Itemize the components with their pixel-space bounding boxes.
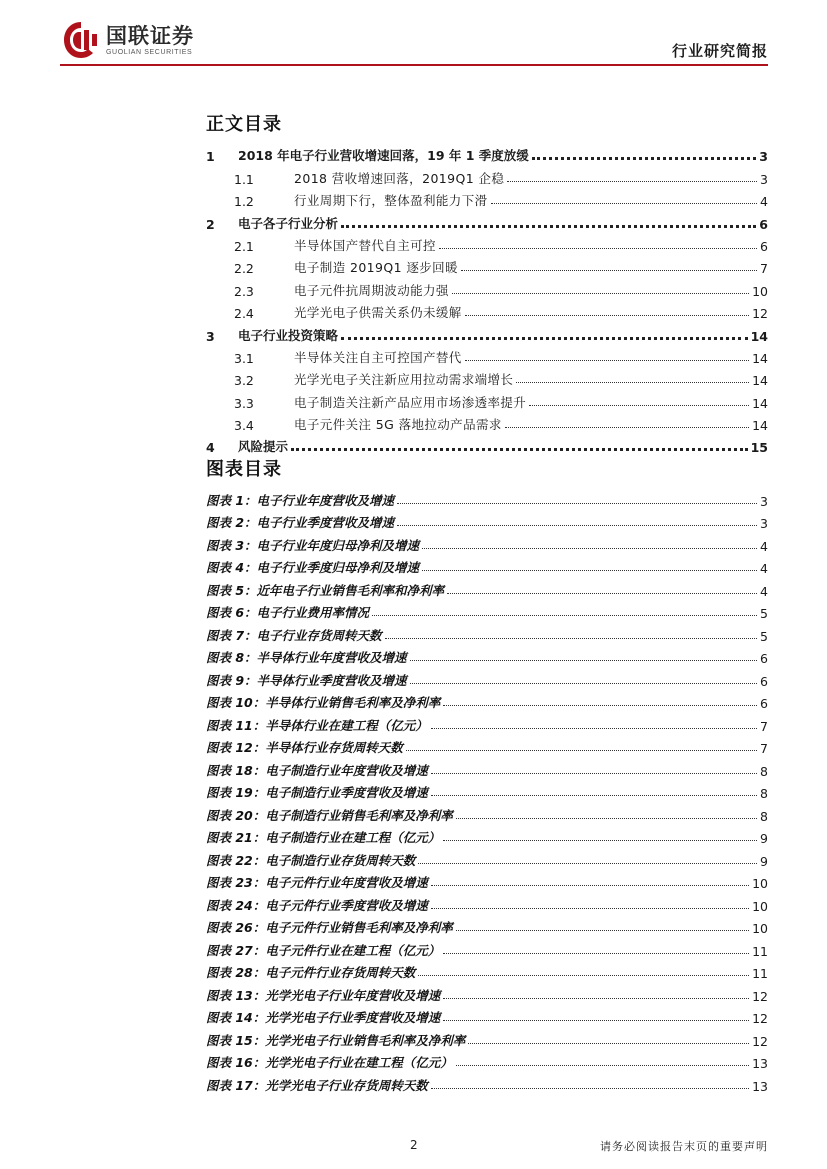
report-type-label: 行业研究简报 [671,42,768,60]
figure-entry-label: 图表 20：电子制造行业销售毛利率及净利率 [206,807,453,823]
figure-entry[interactable] [206,779,768,802]
toc-entry-label: 光学光电子关注新应用拉动需求端增长 [294,372,514,388]
figure-entry[interactable] [206,666,768,689]
figure-entry-page: 6 [760,696,768,711]
dot-leader [397,503,757,504]
figure-entry-page: 5 [760,628,768,644]
toc-entry-page: 7 [760,261,768,277]
toc-title: 正文目录 [206,114,282,135]
figure-entry-page: 13 [752,1056,768,1071]
toc-entry-page: 3 [760,171,768,187]
toc-entry-page: 6 [760,238,768,254]
figure-entry-label: 图表 28：电子元件行业存货周转天数 [206,965,416,980]
figure-entry-label: 图表 7：电子行业存货周转天数 [206,627,382,643]
dot-leader [431,908,749,909]
figure-entry-page: 8 [760,786,768,801]
toc-entry[interactable] [206,321,768,343]
figure-entry-label: 图表 1：电子行业年度营收及增速 [206,492,395,508]
dot-leader [452,293,749,294]
figure-entry[interactable] [206,531,768,554]
toc-entry-number: 2 [206,216,215,232]
dot-leader [410,683,757,684]
toc-entry-label: 电子制造关注新产品应用市场渗透率提升 [294,394,527,410]
figure-entry-page: 9 [760,831,768,846]
figure-entry[interactable] [206,801,768,824]
dot-leader [372,615,757,616]
figure-entry-label: 图表 22：电子制造行业存货周转天数 [206,852,416,868]
toc-entry-page: 4 [760,194,768,210]
figure-entry-page: 10 [752,898,768,914]
company-logo [62,20,194,60]
dot-leader [431,728,757,729]
toc-entry-label: 半导体国产替代自主可控 [294,237,436,253]
dot-leader [456,930,749,931]
figure-entry-label: 图表 6：电子行业费用率情况 [206,605,370,620]
dot-leader [410,660,757,661]
logo-english-name: GUOLIAN SECURITIES [106,48,193,56]
toc-entry-page: 3 [759,149,768,165]
dot-leader [456,818,757,819]
dot-leader [461,270,757,271]
list-of-figures [206,486,768,1094]
figure-entry-page: 4 [760,538,768,554]
toc-entry-page: 14 [752,350,768,366]
dot-leader [291,448,748,451]
figure-entry-label: 图表 15：光学光电子行业销售毛利率及净利率 [206,1032,466,1048]
figure-entry[interactable] [206,689,768,712]
toc-entry-number: 2.4 [234,306,254,322]
dot-leader [431,1088,749,1089]
figure-entry-label: 图表 3：电子行业年度归母净利及增速 [206,537,420,553]
figure-entry-page: 12 [752,1033,768,1049]
figure-entry-page: 7 [760,741,768,756]
figure-entry-page: 6 [760,673,768,689]
figure-entry-label: 图表 23：电子元件行业年度营收及增速 [206,875,428,890]
figure-entry-page: 8 [760,808,768,824]
toc-entry-number: 3.1 [234,350,254,366]
page-header [62,18,768,64]
toc-entry-page: 14 [752,373,768,389]
toc-entry-page: 10 [752,283,768,299]
table-of-contents [206,142,768,455]
figure-entry[interactable] [206,1026,768,1049]
toc-entry[interactable] [206,164,768,186]
dot-leader [529,405,749,406]
dot-leader [443,953,749,954]
dot-leader [385,638,757,639]
figure-entry-page: 13 [752,1078,768,1094]
toc-entry-page: 12 [752,306,768,322]
toc-entry[interactable] [206,276,768,298]
figure-entry-label: 图表 9：半导体行业季度营收及增速 [206,672,407,688]
figure-entry[interactable] [206,486,768,509]
toc-entry[interactable] [206,388,768,410]
figure-entry-label: 图表 27：电子元件行业在建工程（亿元） [206,942,441,958]
toc-entry-label: 光学光电子供需关系仍未缓解 [294,305,462,321]
figure-entry-label: 图表 2：电子行业季度营收及增速 [206,515,395,530]
toc-entry-label: 半导体关注自主可控国产替代 [294,349,462,365]
toc-entry-page: 6 [759,216,768,232]
toc-entry-number: 2.2 [234,261,254,277]
toc-entry[interactable] [206,299,768,321]
dot-leader [443,998,749,999]
figure-entry[interactable] [206,914,768,937]
figure-entry[interactable] [206,734,768,757]
toc-entry-number: 2.3 [234,283,254,299]
toc-entry[interactable] [206,142,768,164]
figure-entry-label: 图表 19：电子制造行业季度营收及增速 [206,785,428,800]
toc-entry[interactable] [206,366,768,388]
figure-entry-page: 9 [760,853,768,869]
figure-entry[interactable] [206,711,768,734]
figure-entry-page: 12 [752,988,768,1004]
toc-entry-page: 14 [750,328,768,344]
dot-leader [468,1043,749,1044]
figure-entry-page: 4 [760,583,768,599]
dot-leader [397,525,757,526]
toc-entry-label: 电子元件抗周期波动能力强 [294,282,449,298]
dot-leader [456,1065,749,1066]
figure-entry-page: 11 [752,966,768,981]
dot-leader [422,548,757,549]
toc-entry-number: 4 [206,440,215,456]
toc-entry-label: 2018 营收增速回落，2019Q1 企稳 [294,170,505,186]
figure-entry[interactable] [206,621,768,644]
figure-entry-label: 图表 17：光学光电子行业存货周转天数 [206,1077,428,1093]
dot-leader [431,795,757,796]
figure-entry-page: 6 [760,651,768,666]
figure-entry-page: 8 [760,763,768,779]
figure-entry-label: 图表 21：电子制造行业在建工程（亿元） [206,830,441,845]
dot-leader [507,181,757,182]
figure-entry[interactable] [206,869,768,892]
dot-leader [341,337,748,340]
dot-leader [439,248,757,249]
toc-entry[interactable] [206,254,768,276]
dot-leader [443,1020,749,1021]
figure-entry[interactable] [206,824,768,847]
dot-leader [443,840,757,841]
toc-entry-label: 电子制造 2019Q1 逐步回暖 [294,260,458,276]
figure-entry[interactable] [206,756,768,779]
figure-entry-label: 图表 12：半导体行业存货周转天数 [206,740,403,755]
figures-title: 图表目录 [206,459,282,480]
guolian-logo-icon [62,20,100,60]
figure-entry-page: 10 [752,876,768,891]
figure-entry-page: 12 [752,1011,768,1026]
figure-entry[interactable] [206,846,768,869]
figure-entry-label: 图表 26：电子元件行业销售毛利率及净利率 [206,920,453,935]
figure-entry[interactable] [206,1049,768,1072]
dot-leader [465,315,749,316]
figure-entry-label: 图表 24：电子元件行业季度营收及增速 [206,897,428,913]
figure-entry-label: 图表 14：光学光电子行业季度营收及增速 [206,1010,441,1025]
dot-leader [516,382,749,383]
logo-chinese-name: 国联证券 [106,23,194,48]
toc-entry-number: 1.1 [234,171,254,187]
figure-entry-page: 3 [760,493,768,509]
dot-leader [447,593,757,594]
header-divider [60,64,768,66]
toc-entry[interactable] [206,433,768,455]
dot-leader [532,157,757,160]
figure-entry[interactable] [206,959,768,982]
toc-entry-page: 14 [752,418,768,434]
figure-entry[interactable] [206,981,768,1004]
figure-entry-label: 图表 16：光学光电子行业在建工程（亿元） [206,1055,453,1070]
figure-entry-page: 11 [752,943,768,959]
toc-entry-number: 2.1 [234,238,254,254]
dot-leader [465,360,749,361]
dot-leader [418,975,749,976]
toc-entry-label: 风险提示 [238,439,289,455]
figure-entry-page: 3 [760,516,768,531]
figure-entry-label: 图表 4：电子行业季度归母净利及增速 [206,560,420,575]
dot-leader [418,863,757,864]
toc-entry-label: 电子行业投资策略 [238,327,339,343]
figure-entry[interactable] [206,509,768,532]
toc-entry-number: 3 [206,328,215,344]
figure-entry-label: 图表 18：电子制造行业年度营收及增速 [206,762,428,778]
toc-entry[interactable] [206,187,768,209]
toc-entry-number: 1 [206,149,215,165]
toc-entry[interactable] [206,344,768,366]
toc-entry-number: 3.3 [234,395,254,411]
figure-entry-page: 7 [760,718,768,734]
toc-entry[interactable] [206,411,768,433]
dot-leader [406,750,757,751]
footer-disclaimer: 请务必阅读报告末页的重要声明 [600,1140,768,1153]
figure-entry-label: 图表 8：半导体行业年度营收及增速 [206,650,407,665]
dot-leader [431,885,749,886]
figure-entry[interactable] [206,1071,768,1094]
dot-leader [341,225,756,228]
toc-entry-page: 14 [752,395,768,411]
figure-entry[interactable] [206,936,768,959]
figure-entry-label: 图表 13：光学光电子行业年度营收及增速 [206,987,441,1003]
dot-leader [422,570,757,571]
toc-entry[interactable] [206,232,768,254]
dot-leader [505,427,749,428]
dot-leader [431,773,757,774]
toc-entry-number: 3.2 [234,373,254,389]
figure-entry[interactable] [206,599,768,622]
toc-entry-label: 2018 年电子行业营收增速回落，19 年 1 季度放缓 [238,148,529,164]
toc-entry-number: 1.2 [234,194,254,210]
figure-entry-page: 5 [760,606,768,621]
figure-entry[interactable] [206,576,768,599]
toc-entry-label: 行业周期下行，整体盈利能力下滑 [294,193,488,209]
figure-entry[interactable] [206,554,768,577]
toc-entry-page: 15 [750,440,768,456]
figure-entry[interactable] [206,891,768,914]
toc-entry-label: 电子各子行业分析 [238,215,339,231]
toc-entry-number: 3.4 [234,418,254,434]
dot-leader [443,705,757,706]
figure-entry-page: 4 [760,561,768,576]
toc-entry[interactable] [206,209,768,231]
page-number: 2 [410,1138,418,1152]
figure-entry-label: 图表 10：半导体行业销售毛利率及净利率 [206,695,441,710]
toc-entry-label: 电子元件关注 5G 落地拉动产品需求 [294,417,502,433]
figure-entry-label: 图表 5：近年电子行业销售毛利率和净利率 [206,582,445,598]
figure-entry[interactable] [206,644,768,667]
figure-entry-label: 图表 11：半导体行业在建工程（亿元） [206,717,428,733]
figure-entry-page: 10 [752,921,768,936]
figure-entry[interactable] [206,1004,768,1027]
dot-leader [491,203,758,204]
